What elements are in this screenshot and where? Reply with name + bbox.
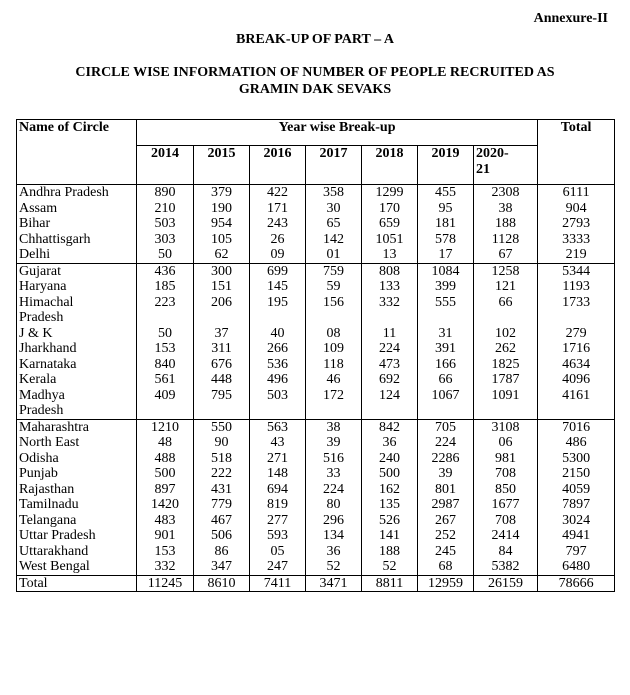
table-row	[17, 451, 615, 467]
year-header: 2016	[250, 146, 306, 185]
year-value: 195	[250, 295, 306, 326]
year-value: 26159	[474, 575, 538, 592]
year-value: 141	[362, 528, 418, 544]
year-value: 68	[418, 559, 474, 575]
year-value: 3108	[474, 419, 538, 435]
year-value: 1258	[474, 263, 538, 279]
year-value: 171	[250, 201, 306, 217]
year-value: 224	[362, 341, 418, 357]
year-value: 506	[194, 528, 250, 544]
row-total: 6480	[538, 559, 615, 575]
year-value: 118	[306, 357, 362, 373]
table-row	[17, 388, 615, 420]
year-value: 981	[474, 451, 538, 467]
year-value: 145	[250, 279, 306, 295]
annexure-label: Annexure-II	[533, 11, 608, 26]
year-value: 840	[137, 357, 194, 373]
row-total: 279	[538, 326, 615, 342]
table-row	[17, 528, 615, 544]
year-value: 52	[306, 559, 362, 575]
year-value: 33	[306, 466, 362, 482]
year-value: 90	[194, 435, 250, 451]
year-value: 1128	[474, 232, 538, 248]
year-value: 36	[306, 544, 362, 560]
table-row	[17, 482, 615, 498]
year-value: 391	[418, 341, 474, 357]
year-value: 518	[194, 451, 250, 467]
header-total: Total	[538, 120, 615, 185]
table-row	[17, 372, 615, 388]
year-value: 223	[137, 295, 194, 326]
year-value: 80	[306, 497, 362, 513]
year-header: 2015	[194, 146, 250, 185]
row-total: 904	[538, 201, 615, 217]
year-value: 1051	[362, 232, 418, 248]
year-value: 43	[250, 435, 306, 451]
year-value: 188	[362, 544, 418, 560]
year-value: 224	[418, 435, 474, 451]
row-total: 3024	[538, 513, 615, 529]
year-value: 516	[306, 451, 362, 467]
table-row	[17, 466, 615, 482]
year-value: 819	[250, 497, 306, 513]
year-value: 500	[137, 466, 194, 482]
year-value: 166	[418, 357, 474, 373]
year-value: 26	[250, 232, 306, 248]
total-row	[17, 575, 615, 592]
table-row	[17, 247, 615, 263]
circle-name: Punjab	[17, 466, 137, 482]
year-value: 347	[194, 559, 250, 575]
main-title	[0, 64, 630, 98]
year-value: 37	[194, 326, 250, 342]
year-value: 66	[474, 295, 538, 326]
circle-name: Maharashtra	[17, 419, 137, 435]
year-value: 578	[418, 232, 474, 248]
year-value: 153	[137, 341, 194, 357]
year-value: 795	[194, 388, 250, 420]
year-header: 2019	[418, 146, 474, 185]
year-value: 1299	[362, 185, 418, 201]
year-value: 409	[137, 388, 194, 420]
year-value: 8610	[194, 575, 250, 592]
year-value: 550	[194, 419, 250, 435]
table-row	[17, 326, 615, 342]
year-value: 121	[474, 279, 538, 295]
year-value: 11245	[137, 575, 194, 592]
circle-name: Tamilnadu	[17, 497, 137, 513]
table-row	[17, 544, 615, 560]
year-header: 2014	[137, 146, 194, 185]
year-header: 2017	[306, 146, 362, 185]
year-value: 1084	[418, 263, 474, 279]
year-value: 06	[474, 435, 538, 451]
circle-name: Total	[17, 575, 137, 592]
circle-name: Chhattisgarh	[17, 232, 137, 248]
year-value: 48	[137, 435, 194, 451]
row-total: 5344	[538, 263, 615, 279]
year-value: 379	[194, 185, 250, 201]
year-value: 50	[137, 247, 194, 263]
year-value: 705	[418, 419, 474, 435]
year-value: 1210	[137, 419, 194, 435]
circle-name: West Bengal	[17, 559, 137, 575]
row-total: 4096	[538, 372, 615, 388]
circle-name: Kerala	[17, 372, 137, 388]
year-value: 303	[137, 232, 194, 248]
year-value: 102	[474, 326, 538, 342]
year-value: 808	[362, 263, 418, 279]
year-value: 358	[306, 185, 362, 201]
year-value: 11	[362, 326, 418, 342]
year-value: 708	[474, 513, 538, 529]
year-value: 38	[306, 419, 362, 435]
year-value: 262	[474, 341, 538, 357]
year-value: 109	[306, 341, 362, 357]
year-value: 01	[306, 247, 362, 263]
circle-name: Madhya Pradesh	[17, 388, 137, 420]
year-value: 1067	[418, 388, 474, 420]
year-value: 1825	[474, 357, 538, 373]
year-value: 890	[137, 185, 194, 201]
row-total: 6111	[538, 185, 615, 201]
year-value: 563	[250, 419, 306, 435]
year-value: 210	[137, 201, 194, 217]
year-value: 467	[194, 513, 250, 529]
year-value: 699	[250, 263, 306, 279]
year-value: 2286	[418, 451, 474, 467]
year-value: 842	[362, 419, 418, 435]
year-value: 2987	[418, 497, 474, 513]
row-total: 797	[538, 544, 615, 560]
circle-name: Delhi	[17, 247, 137, 263]
year-value: 38	[474, 201, 538, 217]
circle-name: Haryana	[17, 279, 137, 295]
year-value: 561	[137, 372, 194, 388]
year-value: 1787	[474, 372, 538, 388]
circle-name: Bihar	[17, 216, 137, 232]
row-total: 4634	[538, 357, 615, 373]
main-title-line-1: CIRCLE WISE INFORMATION OF NUMBER OF PEOPLE RECRUITED AS	[75, 65, 555, 80]
year-value: 30	[306, 201, 362, 217]
year-value: 206	[194, 295, 250, 326]
year-value: 05	[250, 544, 306, 560]
circle-name: Karnataka	[17, 357, 137, 373]
year-value: 08	[306, 326, 362, 342]
year-value: 65	[306, 216, 362, 232]
year-value: 13	[362, 247, 418, 263]
row-total: 1733	[538, 295, 615, 326]
year-value: 185	[137, 279, 194, 295]
year-value: 8811	[362, 575, 418, 592]
circle-name: Telangana	[17, 513, 137, 529]
year-value: 659	[362, 216, 418, 232]
year-value: 142	[306, 232, 362, 248]
year-value: 496	[250, 372, 306, 388]
year-value: 67	[474, 247, 538, 263]
year-value: 62	[194, 247, 250, 263]
year-value: 17	[418, 247, 474, 263]
table-row	[17, 357, 615, 373]
row-total: 1716	[538, 341, 615, 357]
year-value: 135	[362, 497, 418, 513]
year-value: 422	[250, 185, 306, 201]
year-value: 759	[306, 263, 362, 279]
year-value: 50	[137, 326, 194, 342]
year-value: 1677	[474, 497, 538, 513]
row-total: 78666	[538, 575, 615, 592]
year-value: 52	[362, 559, 418, 575]
year-value: 311	[194, 341, 250, 357]
year-value: 271	[250, 451, 306, 467]
main-title-line-2: GRAMIN DAK SEVAKS	[238, 82, 392, 97]
part-title: BREAK-UP OF PART – A	[236, 32, 394, 47]
year-value: 277	[250, 513, 306, 529]
year-value: 7411	[250, 575, 306, 592]
year-value: 86	[194, 544, 250, 560]
row-total: 219	[538, 247, 615, 263]
year-value: 801	[418, 482, 474, 498]
row-total: 4941	[538, 528, 615, 544]
table-row	[17, 497, 615, 513]
circle-name: Himachal Pradesh	[17, 295, 137, 326]
year-value: 148	[250, 466, 306, 482]
year-value: 2414	[474, 528, 538, 544]
circle-name: Rajasthan	[17, 482, 137, 498]
table-row	[17, 216, 615, 232]
year-value: 181	[418, 216, 474, 232]
year-value: 555	[418, 295, 474, 326]
year-value: 39	[418, 466, 474, 482]
circle-name: Gujarat	[17, 263, 137, 279]
year-value: 332	[362, 295, 418, 326]
year-value: 66	[418, 372, 474, 388]
row-total: 486	[538, 435, 615, 451]
year-value: 243	[250, 216, 306, 232]
table-row	[17, 201, 615, 217]
row-total: 2793	[538, 216, 615, 232]
year-value: 133	[362, 279, 418, 295]
table-row	[17, 419, 615, 435]
year-value: 39	[306, 435, 362, 451]
row-total: 7016	[538, 419, 615, 435]
row-total: 4161	[538, 388, 615, 420]
year-value: 40	[250, 326, 306, 342]
year-value: 3471	[306, 575, 362, 592]
circle-name: Uttarakhand	[17, 544, 137, 560]
row-total: 3333	[538, 232, 615, 248]
year-value: 151	[194, 279, 250, 295]
row-total: 4059	[538, 482, 615, 498]
year-value: 399	[418, 279, 474, 295]
year-value: 267	[418, 513, 474, 529]
year-value: 240	[362, 451, 418, 467]
year-value: 09	[250, 247, 306, 263]
year-value: 36	[362, 435, 418, 451]
year-value: 245	[418, 544, 474, 560]
table-row	[17, 279, 615, 295]
year-value: 431	[194, 482, 250, 498]
year-value: 503	[250, 388, 306, 420]
year-value: 59	[306, 279, 362, 295]
table-row	[17, 232, 615, 248]
year-value: 266	[250, 341, 306, 357]
circle-name: Uttar Pradesh	[17, 528, 137, 544]
year-value: 455	[418, 185, 474, 201]
year-value: 473	[362, 357, 418, 373]
row-total: 1193	[538, 279, 615, 295]
year-value: 172	[306, 388, 362, 420]
year-value: 105	[194, 232, 250, 248]
table-row	[17, 263, 615, 279]
year-value: 188	[474, 216, 538, 232]
year-value: 708	[474, 466, 538, 482]
year-value: 954	[194, 216, 250, 232]
year-value: 156	[306, 295, 362, 326]
year-value: 222	[194, 466, 250, 482]
year-value: 124	[362, 388, 418, 420]
year-value: 296	[306, 513, 362, 529]
year-value: 779	[194, 497, 250, 513]
year-value: 488	[137, 451, 194, 467]
row-total: 5300	[538, 451, 615, 467]
year-value: 448	[194, 372, 250, 388]
year-value: 692	[362, 372, 418, 388]
year-value: 134	[306, 528, 362, 544]
year-value: 95	[418, 201, 474, 217]
table-row	[17, 341, 615, 357]
year-value: 526	[362, 513, 418, 529]
header-year-wise: Year wise Break-up	[137, 120, 538, 146]
circle-name: J & K	[17, 326, 137, 342]
circle-name: Odisha	[17, 451, 137, 467]
year-value: 153	[137, 544, 194, 560]
year-value: 2308	[474, 185, 538, 201]
year-value: 1091	[474, 388, 538, 420]
year-value: 536	[250, 357, 306, 373]
year-value: 694	[250, 482, 306, 498]
year-header: 2020- 21	[474, 146, 538, 185]
table-row	[17, 295, 615, 326]
year-value: 1420	[137, 497, 194, 513]
circle-name: Assam	[17, 201, 137, 217]
year-value: 190	[194, 201, 250, 217]
year-header: 2018	[362, 146, 418, 185]
year-value: 170	[362, 201, 418, 217]
row-total: 2150	[538, 466, 615, 482]
year-value: 224	[306, 482, 362, 498]
year-value: 332	[137, 559, 194, 575]
year-value: 162	[362, 482, 418, 498]
year-value: 12959	[418, 575, 474, 592]
table-row	[17, 185, 615, 201]
year-value: 593	[250, 528, 306, 544]
year-value: 84	[474, 544, 538, 560]
year-value: 252	[418, 528, 474, 544]
year-value: 500	[362, 466, 418, 482]
circle-name: Jharkhand	[17, 341, 137, 357]
year-value: 901	[137, 528, 194, 544]
table-row	[17, 559, 615, 575]
table-row	[17, 513, 615, 529]
year-value: 300	[194, 263, 250, 279]
circle-name: Andhra Pradesh	[17, 185, 137, 201]
year-value: 503	[137, 216, 194, 232]
year-value: 46	[306, 372, 362, 388]
year-value: 483	[137, 513, 194, 529]
year-value: 436	[137, 263, 194, 279]
table-row	[17, 435, 615, 451]
year-value: 31	[418, 326, 474, 342]
year-value: 850	[474, 482, 538, 498]
year-value: 5382	[474, 559, 538, 575]
recruitment-table	[16, 119, 615, 592]
header-name-of-circle: Name of Circle	[17, 120, 137, 185]
row-total: 7897	[538, 497, 615, 513]
circle-name: North East	[17, 435, 137, 451]
year-value: 897	[137, 482, 194, 498]
year-value: 676	[194, 357, 250, 373]
year-value: 247	[250, 559, 306, 575]
